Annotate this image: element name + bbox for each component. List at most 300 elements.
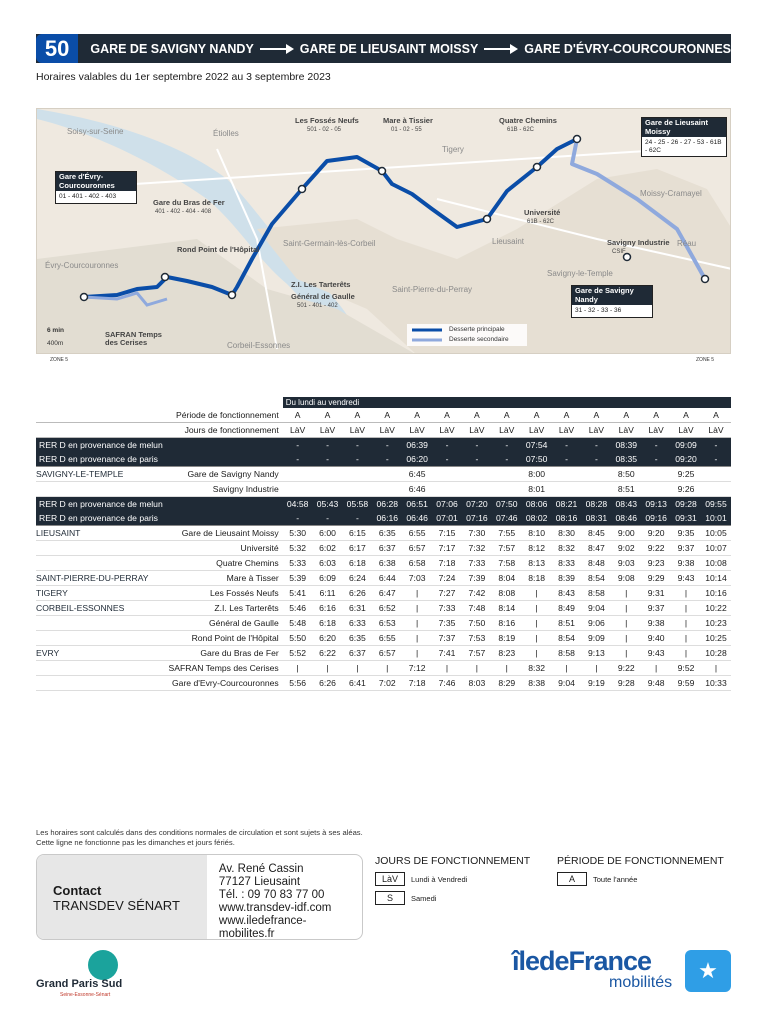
table-row bbox=[36, 631, 731, 646]
departure-time: 6:18 bbox=[313, 616, 343, 631]
arrow-right-icon bbox=[484, 44, 518, 54]
departure-time: | bbox=[611, 616, 641, 631]
departure-time: 7:24 bbox=[432, 571, 462, 586]
departure-time: 9:23 bbox=[641, 556, 671, 571]
town-name: LIEUSAINT bbox=[36, 526, 160, 541]
town-name bbox=[36, 631, 160, 646]
departure-time: 8:08 bbox=[492, 586, 522, 601]
departure-time: | bbox=[522, 586, 552, 601]
departure-time: 9:04 bbox=[552, 676, 582, 691]
stop-marker[interactable] bbox=[229, 292, 236, 299]
stop-name: Université bbox=[160, 541, 282, 556]
departure-time: 6:57 bbox=[402, 541, 432, 556]
departure-time: 9:48 bbox=[641, 676, 671, 691]
contact-address-2: 77127 Lieusaint bbox=[218, 876, 301, 888]
departure-time: 8:58 bbox=[552, 646, 582, 661]
days-code: LàV bbox=[375, 872, 405, 886]
departure-time bbox=[581, 482, 611, 497]
departure-time: | bbox=[313, 661, 343, 676]
map-city: Savigny-le-Temple bbox=[547, 269, 613, 278]
departure-time: | bbox=[581, 661, 611, 676]
logo-circle-icon bbox=[88, 950, 118, 980]
departure-time: 6:09 bbox=[313, 571, 343, 586]
map-city: Lieusaint bbox=[492, 237, 525, 246]
departure-time: 6:55 bbox=[372, 631, 402, 646]
notes: Les horaires sont calculés dans des conditions normales de circulation et sont sujets à ses aléas. Cette ligne ne fonctionne pas les dimanches et jours fériés. bbox=[36, 828, 363, 847]
stop-name: Les Fossés Neufs bbox=[160, 586, 282, 601]
rer-connection-row: RER D en provenance de paris - - - - 06:20 - - - 07:50 - - 08:35 - 09:20 - bbox=[36, 452, 731, 467]
departure-time: 6:41 bbox=[342, 676, 372, 691]
departure-time: 10:22 bbox=[701, 601, 731, 616]
departure-time: 8:30 bbox=[552, 526, 582, 541]
departure-time bbox=[283, 467, 313, 482]
table-row bbox=[36, 586, 731, 601]
departure-time: 7:15 bbox=[432, 526, 462, 541]
departure-time: 6:16 bbox=[313, 601, 343, 616]
map-stop-lines: CSIF bbox=[612, 249, 626, 255]
departure-time: 9:29 bbox=[641, 571, 671, 586]
departure-time: 6:33 bbox=[342, 616, 372, 631]
map-stop-lines: 401 - 402 - 404 - 408 bbox=[155, 209, 212, 215]
departure-time: 6:35 bbox=[372, 526, 402, 541]
departure-time: 10:16 bbox=[701, 586, 731, 601]
departure-time: 6:37 bbox=[342, 646, 372, 661]
runner-icon: ★ bbox=[685, 950, 731, 992]
timetable bbox=[36, 397, 731, 691]
stop-name: Général de Gaulle bbox=[160, 616, 282, 631]
map-stop-label: Quatre Chemins bbox=[499, 116, 557, 125]
map-stop-label: Général de Gaulle bbox=[291, 292, 355, 301]
departure-time: 9:59 bbox=[671, 676, 701, 691]
map-stop-label: Gare du Bras de Fer bbox=[153, 198, 225, 207]
table-row bbox=[36, 556, 731, 571]
departure-time: 5:41 bbox=[283, 586, 313, 601]
departure-time: 9:40 bbox=[641, 631, 671, 646]
departure-time: 7:02 bbox=[372, 676, 402, 691]
departure-time: 8:49 bbox=[552, 601, 582, 616]
departure-time: 6:35 bbox=[342, 631, 372, 646]
town-name bbox=[36, 482, 160, 497]
scale-distance: 400m bbox=[47, 340, 64, 347]
departure-time bbox=[701, 482, 731, 497]
departure-time: 6:38 bbox=[372, 556, 402, 571]
stop-name: Quatre Chemins bbox=[160, 556, 282, 571]
departure-time: 6:00 bbox=[313, 526, 343, 541]
departure-time: 7:55 bbox=[492, 526, 522, 541]
departure-time: 7:12 bbox=[402, 661, 432, 676]
departure-time: 9:52 bbox=[671, 661, 701, 676]
departure-time: 8:00 bbox=[522, 467, 552, 482]
stop-name: Mare à Tisser bbox=[160, 571, 282, 586]
grand-paris-sud-logo: Grand Paris Sud Seine-Essonne-Sénart bbox=[36, 950, 146, 1000]
table-row bbox=[36, 467, 731, 482]
departure-time: 5:48 bbox=[283, 616, 313, 631]
map-stop-lines: 01 - 02 - 55 bbox=[391, 127, 422, 133]
departure-time bbox=[701, 467, 731, 482]
departure-time: 10:33 bbox=[701, 676, 731, 691]
departure-time: 9:19 bbox=[581, 676, 611, 691]
town-name: SAVIGNY-LE-TEMPLE bbox=[36, 467, 160, 482]
departure-time: 9:20 bbox=[641, 526, 671, 541]
arrow-right-icon bbox=[260, 44, 294, 54]
departure-time: 6:55 bbox=[402, 526, 432, 541]
departure-time: 8:12 bbox=[522, 541, 552, 556]
departure-time: 6:31 bbox=[342, 601, 372, 616]
departure-time: 5:30 bbox=[283, 526, 313, 541]
stop-marker[interactable] bbox=[379, 168, 386, 175]
stop-name: Gare d'Evry-Courcouronnes bbox=[160, 676, 282, 691]
contact-address-1: Av. René Cassin bbox=[218, 863, 304, 875]
map-city: Saint-Germain-lès-Corbeil bbox=[283, 239, 376, 248]
departure-time: 6:26 bbox=[342, 586, 372, 601]
map-stop-label: Université bbox=[524, 208, 561, 217]
rer-connection-row: RER D en provenance de melun - - - - 06:39 - - - 07:54 - - 08:39 - 09:09 - bbox=[36, 438, 731, 453]
departure-time: 5:56 bbox=[283, 676, 313, 691]
departure-time: | bbox=[552, 661, 582, 676]
table-row bbox=[36, 616, 731, 631]
departure-time: 8:38 bbox=[522, 676, 552, 691]
stop-box-evry: Gare d'Évry-Courcouronnes 01 - 401 - 402 - 403 bbox=[55, 171, 137, 204]
departure-time: 7:57 bbox=[492, 541, 522, 556]
departure-time: 8:48 bbox=[581, 556, 611, 571]
stop-box-lieusaint: Gare de Lieusaint Moissy 24 - 25 - 26 - 27 - 53 - 61B - 62C bbox=[641, 117, 727, 157]
departure-time: 7:03 bbox=[402, 571, 432, 586]
departure-time: 7:37 bbox=[432, 631, 462, 646]
map-city: Soisy-sur-Seine bbox=[67, 127, 124, 136]
departure-time bbox=[462, 467, 492, 482]
map-city: Corbeil-Essonnes bbox=[227, 341, 291, 350]
departure-time bbox=[641, 482, 671, 497]
departure-time: 6:46 bbox=[402, 482, 432, 497]
stop-marker[interactable] bbox=[702, 276, 709, 283]
departure-time: 7:33 bbox=[462, 556, 492, 571]
town-name bbox=[36, 556, 160, 571]
contact-website[interactable]: www.iledefrance-mobilites.fr bbox=[218, 915, 307, 940]
table-row bbox=[36, 571, 731, 586]
departure-time: 5:32 bbox=[283, 541, 313, 556]
zone-label-right: ZONE 5 bbox=[696, 357, 715, 363]
departure-time: 6:22 bbox=[313, 646, 343, 661]
line-header bbox=[36, 34, 731, 63]
period-group-row bbox=[36, 397, 731, 408]
departure-time: 6:53 bbox=[372, 616, 402, 631]
departure-time bbox=[313, 467, 343, 482]
rer-connection-row: RER D en provenance de paris - - - 06:16 06:46 07:01 07:16 07:46 08:02 08:16 08:31 08:46 09:16 09:31 10:01 bbox=[36, 511, 731, 526]
departure-time: 7:50 bbox=[462, 616, 492, 631]
stop-name: Rond Point de l'Hôpital bbox=[160, 631, 282, 646]
departure-time: 9:25 bbox=[671, 467, 701, 482]
departure-time: 6:24 bbox=[342, 571, 372, 586]
departure-time: | bbox=[342, 661, 372, 676]
departure-time: 6:52 bbox=[372, 601, 402, 616]
departure-time: 8:13 bbox=[522, 556, 552, 571]
departure-time: | bbox=[701, 661, 731, 676]
departure-time: 5:33 bbox=[283, 556, 313, 571]
town-name bbox=[36, 616, 160, 631]
days-row: Jours de fonctionnement LàV LàV LàV LàV LàV LàV LàV LàV LàV LàV LàV LàV LàV LàV LàV bbox=[36, 423, 731, 438]
stop-marker[interactable] bbox=[574, 136, 581, 143]
departure-time: 8:29 bbox=[492, 676, 522, 691]
town-name: EVRY bbox=[36, 646, 160, 661]
departure-time bbox=[372, 482, 402, 497]
period-code: A bbox=[557, 872, 587, 886]
departure-time: 9:06 bbox=[581, 616, 611, 631]
departure-time: | bbox=[402, 616, 432, 631]
map-city: Moissy-Cramayel bbox=[640, 189, 702, 198]
departure-time bbox=[432, 482, 462, 497]
departure-time: | bbox=[671, 646, 701, 661]
departure-time: 6:18 bbox=[342, 556, 372, 571]
departure-time: 8:43 bbox=[552, 586, 582, 601]
departure-time: | bbox=[522, 646, 552, 661]
departure-time: 7:32 bbox=[462, 541, 492, 556]
map-city: Évry-Courcouronnes bbox=[45, 261, 119, 270]
departure-time: 8:51 bbox=[611, 482, 641, 497]
departure-time: | bbox=[611, 586, 641, 601]
departure-time: 7:18 bbox=[402, 676, 432, 691]
map-stop-lines: 501 - 401 - 402 bbox=[297, 303, 338, 309]
departure-time: 7:33 bbox=[432, 601, 462, 616]
stop-marker[interactable] bbox=[81, 294, 88, 301]
table-row bbox=[36, 676, 731, 691]
scale-time: 6 min bbox=[47, 327, 64, 334]
map-stop-label: Mare à Tissier bbox=[383, 116, 433, 125]
stop-marker[interactable] bbox=[162, 274, 169, 281]
departure-time bbox=[492, 467, 522, 482]
departure-time: 7:35 bbox=[432, 616, 462, 631]
departure-time: 6:37 bbox=[372, 541, 402, 556]
departure-time: 5:52 bbox=[283, 646, 313, 661]
departure-time: | bbox=[402, 631, 432, 646]
departure-time: 7:48 bbox=[462, 601, 492, 616]
departure-time: 7:27 bbox=[432, 586, 462, 601]
departure-time: 8:58 bbox=[581, 586, 611, 601]
departure-time: 9:38 bbox=[671, 556, 701, 571]
departure-time: 8:33 bbox=[552, 556, 582, 571]
departure-time: 7:53 bbox=[462, 631, 492, 646]
departure-time: | bbox=[522, 631, 552, 646]
departure-time: 7:42 bbox=[462, 586, 492, 601]
period-group-label: Du lundi au vendredi bbox=[283, 397, 731, 408]
departure-time: 6:58 bbox=[402, 556, 432, 571]
route-stop-origin: GARE DE SAVIGNY NANDY bbox=[90, 41, 254, 56]
legend-secondary-label: Desserte secondaire bbox=[449, 336, 509, 343]
departure-time: | bbox=[402, 601, 432, 616]
map-stop-lines: 61B - 62C bbox=[527, 219, 555, 225]
departure-time: 9:03 bbox=[611, 556, 641, 571]
table-row bbox=[36, 661, 731, 676]
departure-time: 6:11 bbox=[313, 586, 343, 601]
departure-time: 8:54 bbox=[552, 631, 582, 646]
map-stop-lines: 501 - 02 - 05 bbox=[307, 127, 342, 133]
departure-time: | bbox=[671, 601, 701, 616]
departure-time: 8:01 bbox=[522, 482, 552, 497]
map-stop-lines: 61B - 62C bbox=[507, 127, 535, 133]
departure-time: 9:28 bbox=[611, 676, 641, 691]
departure-time: | bbox=[372, 661, 402, 676]
departure-time: 8:19 bbox=[492, 631, 522, 646]
departure-time: 8:18 bbox=[522, 571, 552, 586]
departure-time: 7:17 bbox=[432, 541, 462, 556]
departure-time: 7:57 bbox=[462, 646, 492, 661]
map-city: Réau bbox=[677, 239, 697, 248]
departure-time: 10:05 bbox=[701, 526, 731, 541]
departure-time: 9:31 bbox=[641, 586, 671, 601]
departure-time: 6:20 bbox=[313, 631, 343, 646]
legend-main-label: Desserte principale bbox=[449, 326, 505, 333]
table-row bbox=[36, 541, 731, 556]
departure-time: 8:03 bbox=[462, 676, 492, 691]
contact-details bbox=[207, 855, 362, 939]
map-stop-label: Rond Point de l'Hôpital bbox=[177, 245, 260, 254]
map-city: Étiolles bbox=[213, 129, 239, 138]
departure-time: 5:39 bbox=[283, 571, 313, 586]
departure-time: 10:07 bbox=[701, 541, 731, 556]
period-row: Période de fonctionnement A A A A A A A A A A A A A A A bbox=[36, 408, 731, 423]
departure-time bbox=[432, 467, 462, 482]
contact-website[interactable]: www.transdev-idf.com bbox=[218, 902, 332, 914]
departure-time: 10:25 bbox=[701, 631, 731, 646]
stop-name: Gare de Lieusaint Moissy bbox=[160, 526, 282, 541]
table-row bbox=[36, 526, 731, 541]
departure-time: 7:58 bbox=[492, 556, 522, 571]
departure-time: 6:15 bbox=[342, 526, 372, 541]
stop-name: Z.I. Les Tarterêts bbox=[160, 601, 282, 616]
departure-time: | bbox=[492, 661, 522, 676]
departure-time: 10:08 bbox=[701, 556, 731, 571]
departure-time: | bbox=[611, 646, 641, 661]
period-label: Toute l'année bbox=[593, 874, 638, 884]
route-map[interactable] bbox=[36, 108, 731, 354]
stop-name: Gare du Bras de Fer bbox=[160, 646, 282, 661]
contact-phone[interactable]: Tél. : 09 70 83 77 00 bbox=[218, 889, 325, 901]
departure-time: 6:17 bbox=[342, 541, 372, 556]
departure-time: 6:44 bbox=[372, 571, 402, 586]
route-stop-middle: GARE DE LIEUSAINT MOISSY bbox=[299, 41, 479, 56]
zone-label-left: ZONE 5 bbox=[50, 357, 69, 363]
departure-time: | bbox=[611, 631, 641, 646]
table-row bbox=[36, 482, 731, 497]
route-stop-destination: GARE D'ÉVRY-COURCOURONNES bbox=[524, 41, 731, 56]
departure-time: | bbox=[522, 601, 552, 616]
departure-time: | bbox=[671, 631, 701, 646]
departure-time: 7:30 bbox=[462, 526, 492, 541]
departure-time: | bbox=[462, 661, 492, 676]
departure-time: 6:57 bbox=[372, 646, 402, 661]
town-name bbox=[36, 676, 160, 691]
table-row bbox=[36, 601, 731, 616]
days-label: Samedi bbox=[411, 893, 437, 903]
departure-time: | bbox=[432, 661, 462, 676]
line-number-badge: 50 bbox=[36, 34, 78, 63]
departure-time: 9:00 bbox=[611, 526, 641, 541]
departure-time: 8:32 bbox=[522, 661, 552, 676]
departure-time: 8:54 bbox=[581, 571, 611, 586]
departure-time: 6:47 bbox=[372, 586, 402, 601]
map-stop-label: SAFRAN Temps des Cerises bbox=[105, 330, 162, 347]
departure-time: 5:50 bbox=[283, 631, 313, 646]
departure-time: 9:35 bbox=[671, 526, 701, 541]
departure-time: 8:04 bbox=[492, 571, 522, 586]
departure-time: 8:47 bbox=[581, 541, 611, 556]
departure-time: | bbox=[402, 586, 432, 601]
departure-time: 9:37 bbox=[641, 601, 671, 616]
departure-time: 6:26 bbox=[313, 676, 343, 691]
stop-name: SAFRAN Temps des Cerises bbox=[160, 661, 282, 676]
validity-text: Horaires valables du 1er septembre 2022 au 3 septembre 2023 bbox=[36, 71, 331, 83]
departure-time: | bbox=[611, 601, 641, 616]
table-row bbox=[36, 646, 731, 661]
town-name: SAINT-PIERRE-DU-PERRAY bbox=[36, 571, 160, 586]
departure-time: 8:51 bbox=[552, 616, 582, 631]
route-title bbox=[78, 42, 731, 56]
departure-time: 8:23 bbox=[492, 646, 522, 661]
idf-mobilites-logo: îledeFrance mobilités ★ bbox=[512, 946, 732, 996]
departure-time: 5:46 bbox=[283, 601, 313, 616]
stop-marker[interactable] bbox=[534, 164, 541, 171]
departure-time: 9:08 bbox=[611, 571, 641, 586]
departure-time: 8:32 bbox=[552, 541, 582, 556]
departure-time: 9:26 bbox=[671, 482, 701, 497]
departure-time: 9:43 bbox=[641, 646, 671, 661]
period-legend bbox=[557, 855, 724, 886]
departure-time: 6:02 bbox=[313, 541, 343, 556]
departure-time: 8:39 bbox=[552, 571, 582, 586]
departure-time: 7:18 bbox=[432, 556, 462, 571]
departure-time: 9:38 bbox=[641, 616, 671, 631]
stop-marker[interactable] bbox=[484, 216, 491, 223]
departure-time: 9:04 bbox=[581, 601, 611, 616]
map-stop-label: Les Fossés Neufs bbox=[295, 116, 359, 125]
departure-time: | bbox=[671, 616, 701, 631]
departure-time: 9:22 bbox=[641, 541, 671, 556]
departure-time bbox=[462, 482, 492, 497]
departure-time: 10:23 bbox=[701, 616, 731, 631]
departure-time: 8:10 bbox=[522, 526, 552, 541]
map-city: Saint-Pierre-du-Perray bbox=[392, 285, 473, 294]
days-label: Lundi à Vendredi bbox=[411, 874, 468, 884]
departure-time: | bbox=[402, 646, 432, 661]
departure-time bbox=[372, 467, 402, 482]
departure-time bbox=[552, 482, 582, 497]
departure-time bbox=[313, 482, 343, 497]
stop-name: Savigny Industrie bbox=[160, 482, 282, 497]
period-legend-title: PÉRIODE DE FONCTIONNEMENT bbox=[557, 855, 724, 867]
stop-marker[interactable] bbox=[299, 186, 306, 193]
town-name bbox=[36, 541, 160, 556]
town-name bbox=[36, 661, 160, 676]
map-stop-label: Z.I. Les Tarterêts bbox=[291, 280, 351, 289]
town-name: CORBEIL-ESSONNES bbox=[36, 601, 160, 616]
departure-time: 6:03 bbox=[313, 556, 343, 571]
departure-time bbox=[342, 482, 372, 497]
departure-time bbox=[641, 467, 671, 482]
departure-time: 7:39 bbox=[462, 571, 492, 586]
departure-time: | bbox=[641, 661, 671, 676]
days-code: S bbox=[375, 891, 405, 905]
departure-time: 7:46 bbox=[432, 676, 462, 691]
contact-card bbox=[36, 854, 363, 940]
contact-left bbox=[37, 855, 207, 939]
contact-company: TRANSDEV SÉNART bbox=[53, 898, 180, 913]
days-legend bbox=[375, 855, 530, 905]
departure-time: 8:16 bbox=[492, 616, 522, 631]
departure-time: | bbox=[283, 661, 313, 676]
departure-time: 10:28 bbox=[701, 646, 731, 661]
departure-time: 9:43 bbox=[671, 571, 701, 586]
contact-title: Contact bbox=[53, 883, 102, 898]
departure-time: | bbox=[522, 616, 552, 631]
